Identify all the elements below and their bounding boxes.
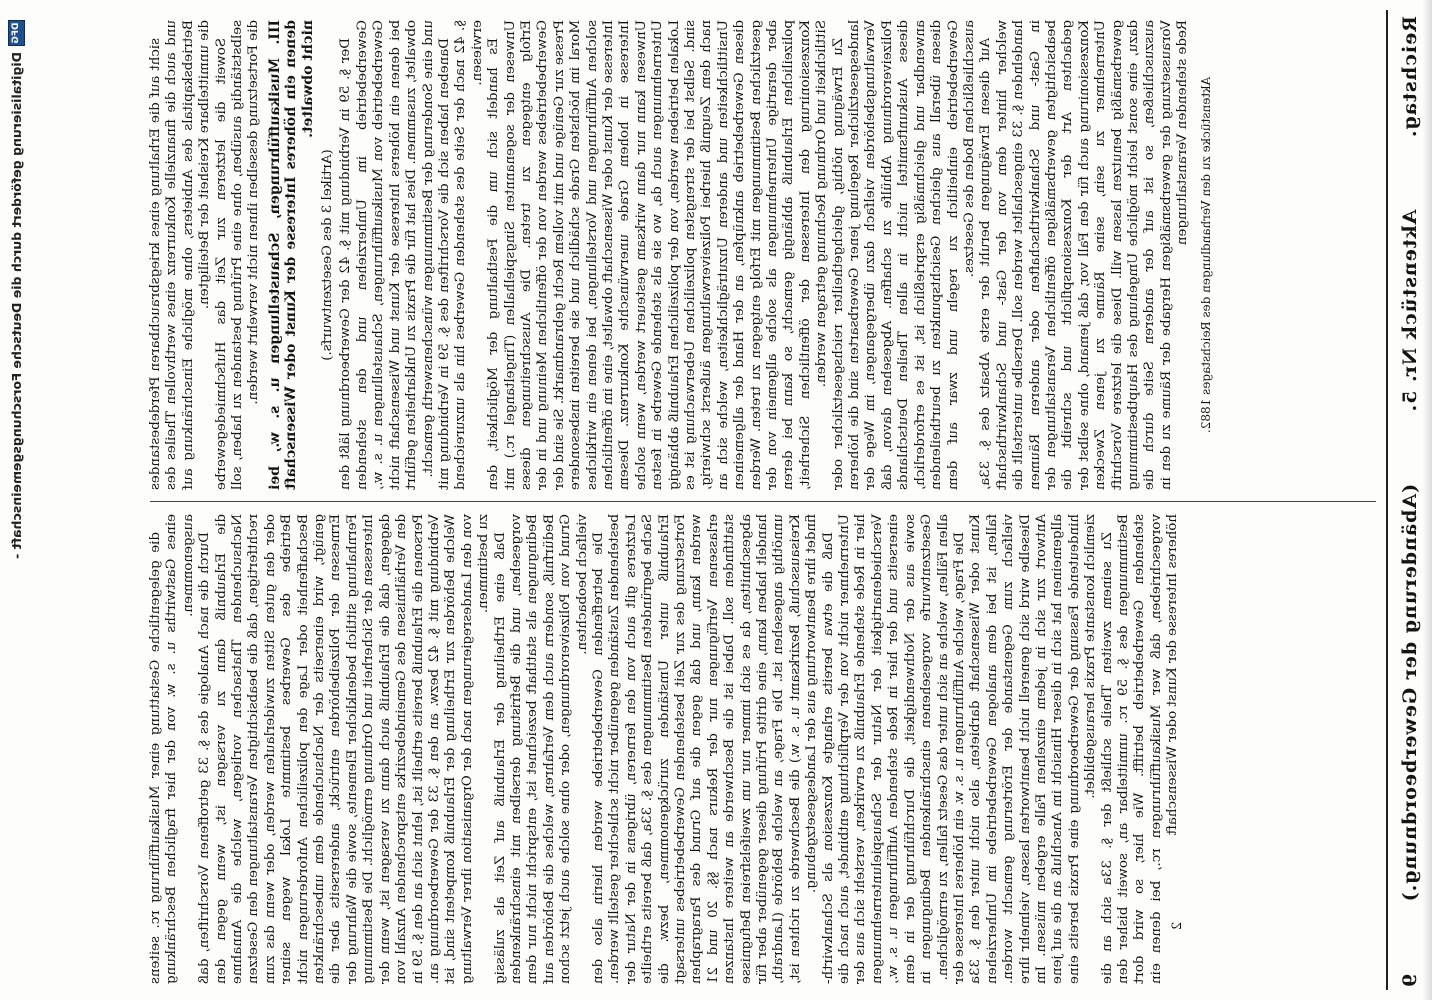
running-head-right: (Abänderung der Gewerbeordnung.) [1399,483,1421,903]
scan-edge [1422,0,1432,1000]
heading: III. Musikaufführungen, Schaustellungen u. s. w., bei denen ein höheres Interesse der Kunst oder Wissenschaft nicht obwaltet. [266,20,316,490]
paragraph: Die Frage, welche Aufführungen u. s. w. ein höheres Interesse der Kunst oder Wissenschaft darbieten, also nicht unter den §. 33a fallen, ist bei dem analogen Gewerbebetriebe im Umherziehen vielfach zum Gegenstande der Erörterung gemacht worden. Dieselbe wird sich generell nicht beantworten lassen, vielmehr ihre Antwort zur sich in jedem einzelnen Falle ergeben müssen. Im allgemeinen hat sich in dieser Hinsicht im Anschluß an die auf jene hindeutende Fassung der Gewerbeordnung eine Praxis bereits eine ziemlich konstante Praxis herausgebildet. [951,514,1099,984]
paragraph: Es handelt sich um die Festhaltung der Möglichkeit, den Unwesen der sogenannten Singspielhallen (Tingeltangel rc.) mit Erfolg entgegen zu treten. Die Ausschreitungen dieses Gewerbebetriebes werden von der öffentlichen Meinung und in der Presse zur Genüge und mit vollem Recht gebrandmarkt. Sie sind der Moral im höchsten Grade schädlich und sie bereiten insbesondere solchen Aufführungen und Vorstellungen, bei denen ein wirkliches Interesse der Kunst oder Wissenschaft obwaltet, eine im öffentlichen Interesse in hohem Grade unerwünschte Konkurrenz. Diesem Unwesen kann nur dann wirksam gesteuert werden, wenn solche Unternehmungen auch da, wo sie als stehende Gewerbe in festen Lokalen betrieben werden, von der polizeilichen Erlaubniß abhängig sind. Selbst bei der strengsten polizeilichen Ueberwachung ist es nach dem Zeugniß hierbei Polizeiverwaltungen äußerst schwierig, Unsittlichkeiten und anderen Unzuträglichkeiten, welche sich an diesen Gewerbebetrieb anknüpfen, an der Hand der allgemeinen gesetzlichen Bestimmungen mit Erfolg entgegen zu treten. Werden aber derartige Unternehmungen als solche allgemein von der polizeilichen Erlaubniß abhängig gemacht, so kann bei deren Konzessionirung den Interessen der öffentlichen Sicherheit, Sittlichkeit und Ordnung Rechnung getragen werden. [486,20,830,490]
right-column [148,514,1378,984]
paragraph: Auf diesen Erwägungen beruht der erste Absatz des §. 33a, welcher hinter dem von der Gast- und Schankwirthschaft handelnden §. 33 eingeschaltet werden soll. Derselbe unterstellt die in Gast- und Schankwirthschaften oder anderen Räumen beabsichtigten gewerbsmäßigen öffentlichen Veranstaltungen der gedachten Art der Konzessionspflicht und schreibt die Konzessionirung auch für den Fall vor, daß jemand, ohne selbst der Unternehmer zu sein, seine Räume zu jenen Zwecken gewerbsmäßig benutzen lassen will. Diese die letztere Vorschrift dazu, eine sonst leicht mögliche Umgehung des Hauptbestimmung auszuschließen, so ist auf der anderen Seite durch die Voraussetzung der gewerbsmäßigen Hergabe der Räume zu den in Rede stehenden Veranstaltungen [978,20,1191,490]
header-rule [1386,10,1388,990]
paragraph: Daß die etwa bereits erlangte Konzession als Schankwirth-Unternehmer nicht von der Verpflichtung entbindet, auch nach die hier in Rede stehende Erlaubniß zu erwirken, versteht sich aus der Verschiedenartigkeit der Natur der Schauspielunternehmungen einerseits und der hier in Rede stehenden Aufführungen u. s. w., sowie aus der Nothwendigkeit, die Durchführung der in dem Gesetzentwurfe vorgesehenen einschränkenden Bedingungen in allen Fällen, welche an sich unter das Gesetz fallen, zu ermöglichen. [820,514,951,984]
paragraph: Soweit die letzteren zur Zeit das Hufschmiedegewerbe selbstständig ausüben, ohne eine Prüfung bestanden zu haben, soll die Fortsetzung desselben ihnen nicht verwehrt werden. [213,20,262,490]
dfg-logo-icon: DFG [8,20,25,46]
paragraph: Durch die nach Analogie des §. 33 getroffenen Vorschriften, daß die Erlaubniß dann zu versagen ist, wenn gegen den Nachsuchenden Thatsachen vorliegen, welche die Annahme rechtfertigen, daß die beabsichtigten Veranstaltungen den Gesetzen oder den guten Sitten zuwiderlaufen werden, oder wenn das zum Betriebe des Gewerbes bestimmte Lokal wegen seiner Beschaffenheit oder Lage den polizeilichen Anforderungen nicht genügt, wird einerseits der Nachsuchende dem unbeschränkten Ermessen der Polizeibehörden entrückt, andererseits aber die Fernhaltung sittlich bedenklicher Elemente, sowie die Wahrung der Interessen der Sicherheit und Ordnung ermöglicht. Die Bestimmung dagegen, daß die Erlaubniß auch dann zu versagen ist, wenn der den Verhältnissen des Gemeindebezirks entsprechenden Anzahl von Personen die Erlaubniß bereits ertheilt ist, lehnt sich an den §. 59 in Verbindung mit §. 42 bezw. an den §. 33 der Gewerbeordnung an. Welche Behörden zur Ertheilung der Erlaubniß kompetent sind, ist von den Landesregierungen nach der Organisation ihrer Verwaltung zu bestimmen. [197,514,492,984]
running-head-left: Reichstag. [1399,16,1421,139]
credit-text: Digitalisierung gefördert durch die Deutsche Forschungsgemeinschaft - [8,52,24,559]
digitization-credit [4,20,28,980]
paragraph: Der §. 59 in Verbindung mit §. 42 der Gewerbeordnung läßt den Gewerbebetrieb im Umherziehen und den stehenden Gewerbebetrieb von Musikaufführungen, Schaustellungen u. s. w., bei denen ein höheres Interesse der Kunst und Wissenschaft nicht obwaltet, zusammen. Dies hat für die Praxis zu Unklarheiten geführt und eine Sonderung der Bestimmungen wünschenswerth gemacht. [338,20,436,490]
paragraph: Zu seinem zweiten Theile schließt der §. 33a sich an die Bestimmungen des §. 59 rc. unmittelbar an, soweit bisher den stehenden Gewerbebetrieb betrifft. Wie hier, so wird dort vorgeschrieben, daß wer Musikaufführungen rc., bei denen ein höheres Interesse der Kunst oder Wissenschaft [1099,514,1181,984]
paragraph: sicht auf die Erhaltung eines kriegsbrauchbaren Pferdebestandes und auch die finanzielle Konkurrenz eines werthvollen Theiles des Betriebskapitals des Anbieters, ohne mögliche Einschränkung auf die unmittelbare Kreisheit der Beteiligten. [148,20,213,490]
running-head-center: Aktenstück Nr. 5. [1399,209,1421,413]
paragraph: die gelegentliche Gestattung einer Musikaufführung rc. seitens eines Gastwirths u. s. w. von der hier fraglichen Beschränkung ausgenommen. [148,514,196,984]
paragraph: Zu Erwägung nöthig, gleichgetheilter reichsgesetzlicher oder landesgesetzlicher Regelung jener Gewerbsarten sind die höheren Verwaltungsbehörden vielfach dazu übergegangen, im Wege der Polizeiverordnung Abhülfe zu schaffen. Abgesehen davon, daß dieses Auskunftsmittel nicht in allen Theilen Deutschlands anwendbar und gleichmäßig ersprießlich ist, ist es erforderlich, diesen überall aus gleichen Gesichtspunkten zu beurtheilenden Gewerbebetrieb einheitlich zu regeln und zwar auf dem ausschließlichen Boden des Gesetzes. [830,20,977,490]
center: (Artikel 3 des Gesetzentwurfs.) [320,149,336,361]
left-column [148,20,1378,490]
paragraph: Daneben haben sich die Vorschriften des §. 59 in Verbindung mit §. 42 nach der Seite des stehenden Gewerbes hin als unzureichend erwiesen. [436,20,485,490]
column-divider [150,501,1376,502]
page-mark: 2 [1170,921,1185,930]
page-number: 9 [1399,973,1421,988]
footnote: Aktenstücke zu den Verhandlungen des Reichstages 1882. [1198,76,1213,434]
paragraph: Daß eine Ertheilung der Erlaubniß auf Zeit als zulässig vorgesehen, und die Befristung derselben mit einschränkenden Bedingungen als statthaft bezeichnet ist, entspricht nicht nur dem Bedürfniß, sondern auch dem Verfahren, welches die Behörden auf Grund von Polizeiverordnungen, oder ohne solche auch jetzt schon vielfach beobachten. [492,514,590,984]
paragraph: Die betreffenden Gewerbebetriebe werden hierin also den bestehenden Zuständen gegenüber nicht schlechter gestellt werden. Letzteres gilt auch von den ferneren, übrigens in der Natur der Sache begründeten Bestimmungen des §. 33a, daß bereits ertheilte Erlaubniß unter Umständen zurückgenommen, bezw. die Fortsetzung des zur Zeit bestehenden Gewerbebetriebes untersagt werden kann, und daß gegen die auf Grund des Paragraphen erlassenen Verfügungen nur der Rekurs nach §§. 20 und 21 stattfinden soll. Dabei ist die Beschwerde an weitere Instanzen abgeschnitten, da es sich immer nur um zweifelsfreien Befugnisse handelt haben kann, eine dritte Prüfung dieser gegenüber aber für unnöthig angesehen ist. Die Frage, an welche Behörde (Landrath, Kreisausschuß, Bezirksamt u. s. w.) die Beschwerde zu richten ist, findet ihre Beantwortung aus der Landesgesetzgebung. [590,514,820,984]
